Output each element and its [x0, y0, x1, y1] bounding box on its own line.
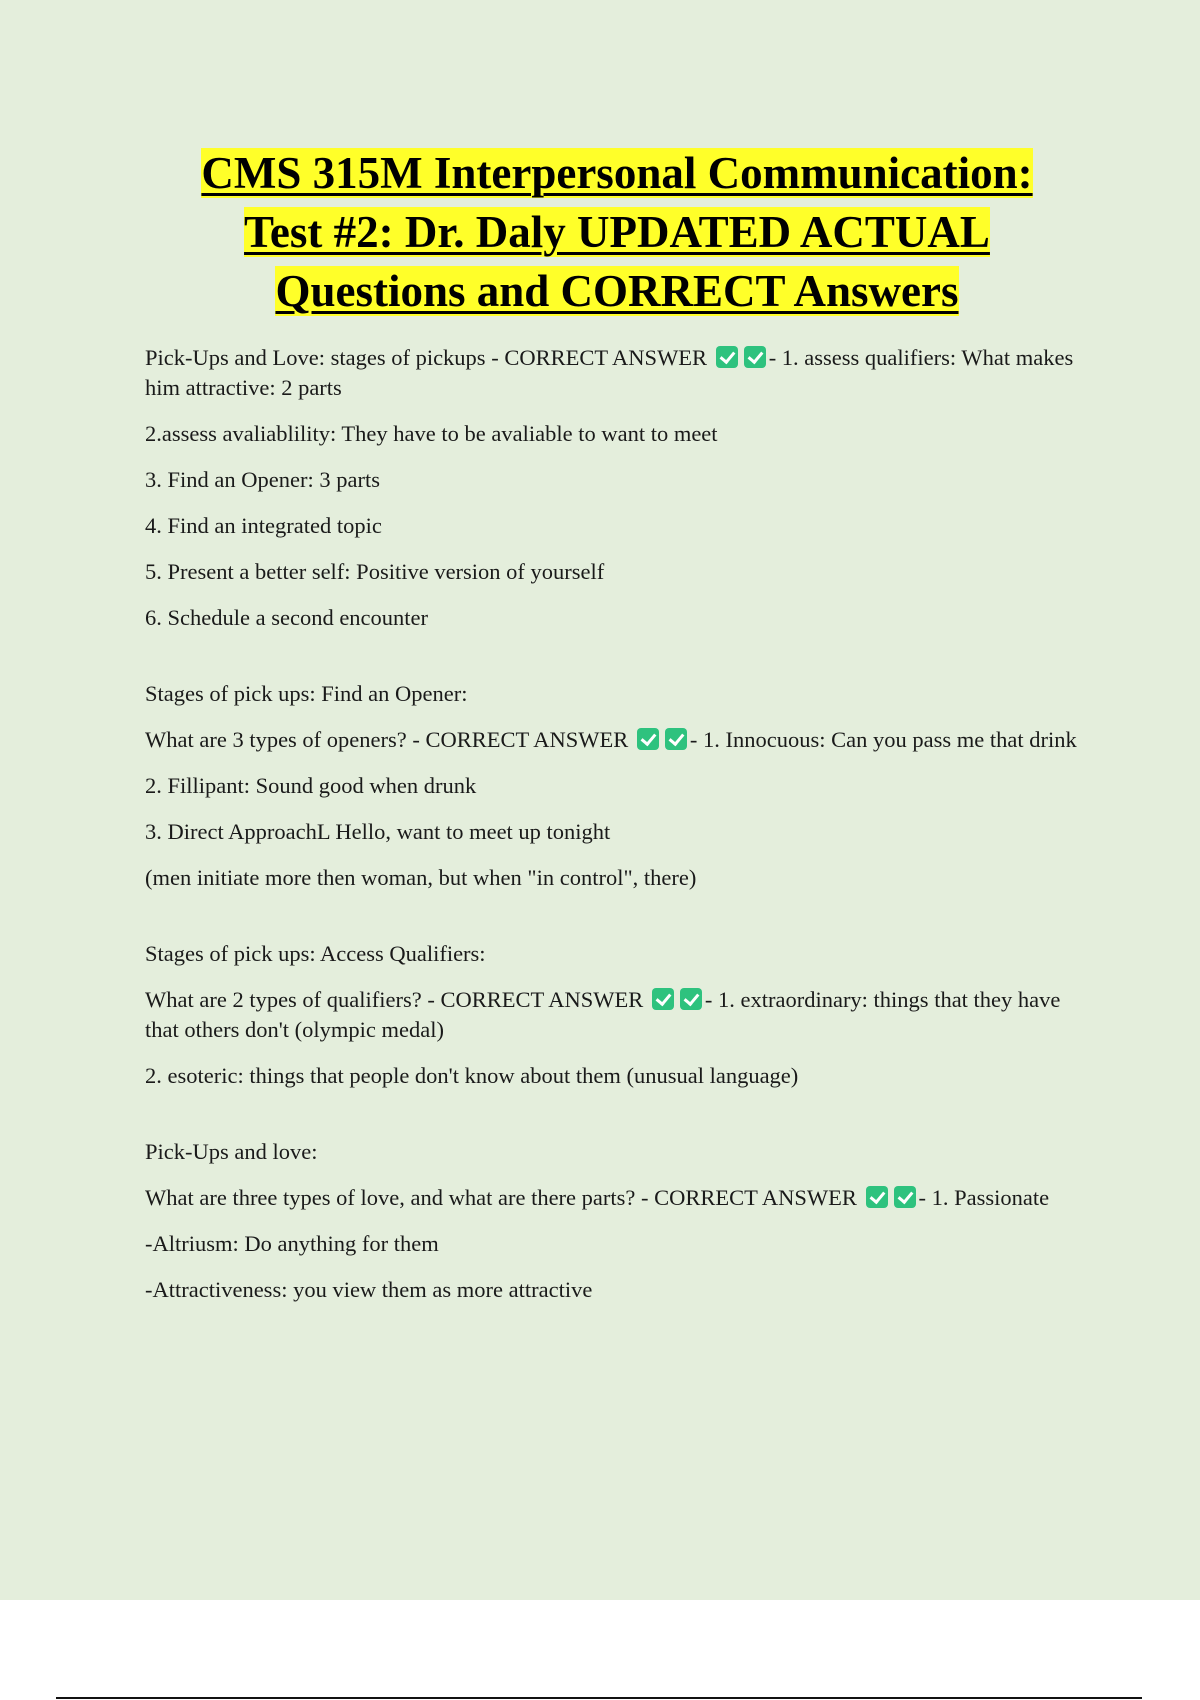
question-openers: [145, 725, 1085, 755]
answer-line: -Attractiveness: you view them as more attractive: [145, 1277, 593, 1302]
question-pickup-stages: [145, 343, 1085, 403]
section-heading: Stages of pick ups: Access Qualifiers:: [145, 941, 486, 966]
answer-line: -Altriusm: Do anything for them: [145, 1231, 439, 1256]
answer-text: - 1. assess qualifiers: What makes him attractive: 2 parts: [145, 345, 1074, 400]
check-mark-icon: [744, 346, 766, 368]
answer-line: (men initiate more then woman, but when "in control", there): [145, 865, 697, 890]
question-text: What are 2 types of qualifiers? -: [145, 987, 441, 1012]
check-mark-icon: [716, 346, 738, 368]
answer-line: 2. Fillipant: Sound good when drunk: [145, 773, 477, 798]
section-heading: Pick-Ups and love:: [145, 1139, 318, 1164]
answer-line: 3. Find an Opener: 3 parts: [145, 467, 380, 492]
check-mark-icon: [680, 988, 702, 1010]
correct-answer-label: CORRECT ANSWER: [654, 1185, 857, 1210]
answer-line: 3. Direct ApproachL Hello, want to meet up tonight: [145, 819, 611, 844]
answer-line: 4. Find an integrated topic: [145, 513, 382, 538]
check-mark-icon: [637, 728, 659, 750]
title-line-1: CMS 315M Interpersonal Communication:: [201, 148, 1033, 198]
answer-text: - 1. extraordinary: things that they have that others don't (olympic medal): [145, 987, 1061, 1042]
question-text: What are 3 types of openers? -: [145, 727, 426, 752]
answer-line: 6. Schedule a second encounter: [145, 605, 429, 630]
question-text: What are three types of love, and what are there parts? -: [145, 1185, 655, 1210]
check-mark-icon: [652, 988, 674, 1010]
check-mark-icon: [665, 728, 687, 750]
title-line-3: Questions and CORRECT Answers: [275, 266, 959, 316]
answer-line: 5. Present a better self: Positive version of yourself: [145, 559, 605, 584]
document-body: [145, 343, 1085, 1321]
question-text: Pick-Ups and Love: stages of pickups -: [145, 345, 505, 370]
correct-answer-label: CORRECT ANSWER: [504, 345, 708, 370]
answer-line: 2. esoteric: things that people don't know about them (unusual language): [145, 1063, 799, 1088]
check-mark-icon: [894, 1186, 916, 1208]
answer-text: - 1. Innocuous: Can you pass me that drink: [689, 727, 1077, 752]
page-divider: [56, 1697, 1142, 1699]
check-mark-icon: [866, 1186, 888, 1208]
question-love-types: [145, 1183, 1085, 1213]
title-line-2: Test #2: Dr. Daly UPDATED ACTUAL: [244, 207, 990, 257]
document-title: [120, 144, 1114, 321]
answer-text: - 1. Passionate: [918, 1185, 1050, 1210]
question-qualifiers: [145, 985, 1085, 1045]
correct-answer-label: CORRECT ANSWER: [440, 987, 644, 1012]
correct-answer-label: CORRECT ANSWER: [425, 727, 629, 752]
answer-line: 2.assess avaliablility: They have to be avaliable to want to meet: [145, 421, 718, 446]
section-heading: Stages of pick ups: Find an Opener:: [145, 681, 468, 706]
